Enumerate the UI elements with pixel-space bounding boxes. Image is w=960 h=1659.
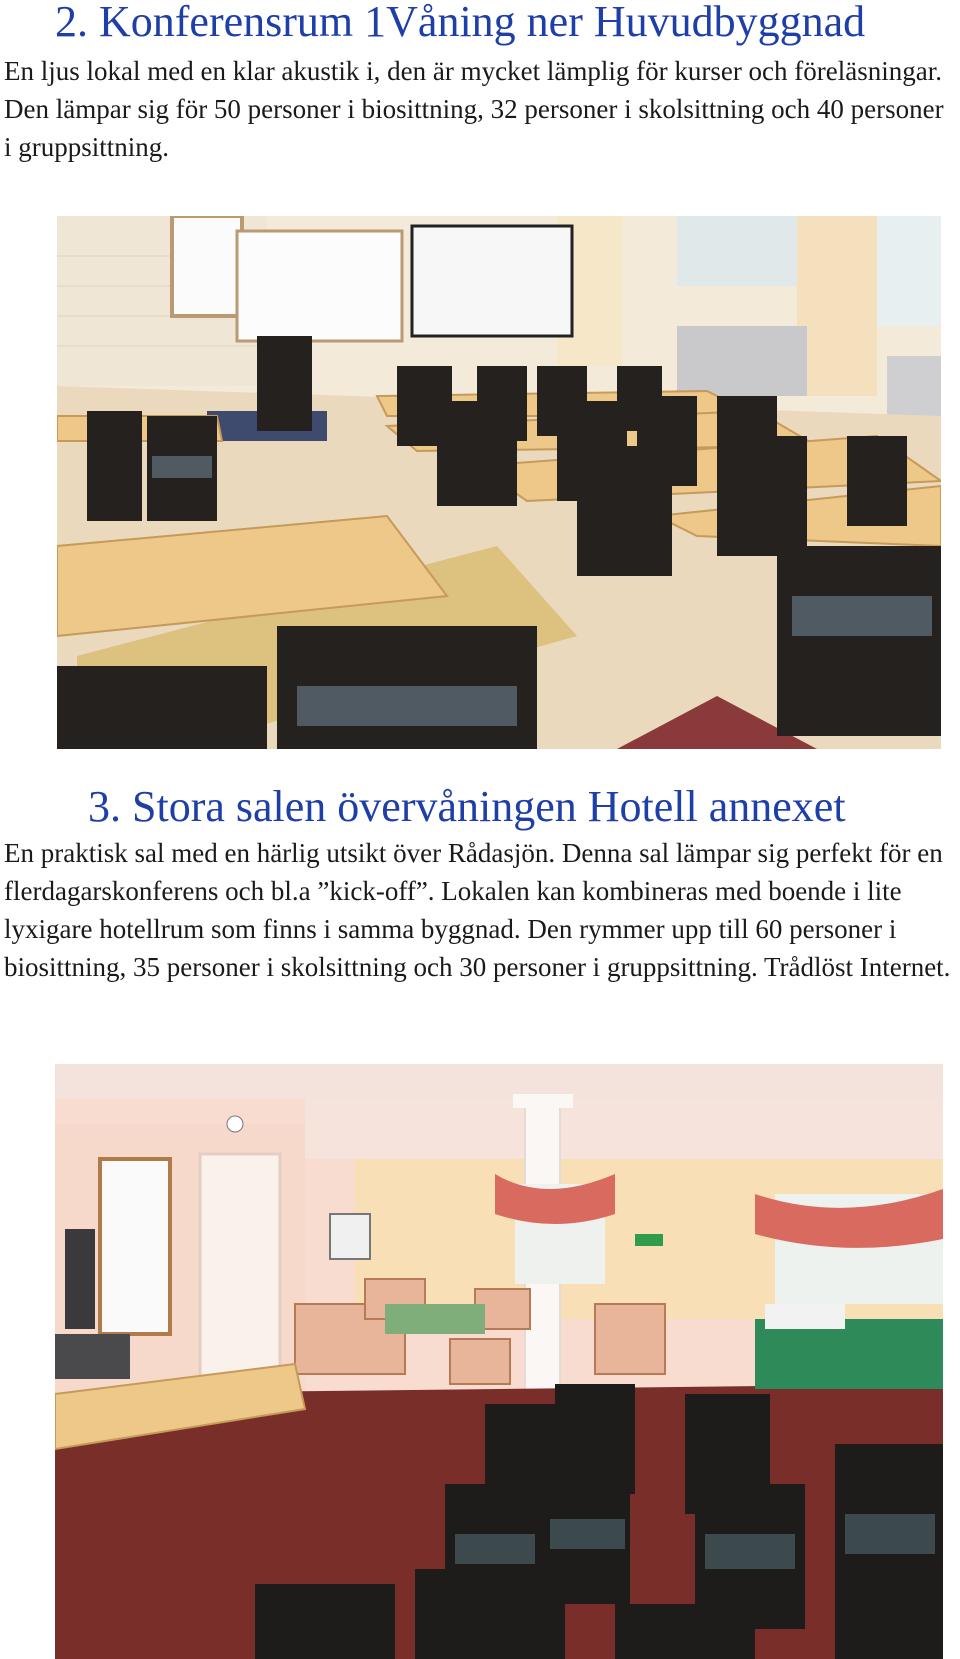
section-2-description: En ljus lokal med en klar akustik i, den är mycket lämplig för kurser och föreläsningar. Den lämpar sig för 50 personer i biosittning, 32 personer i skolsittning och 40 personer i gruppsittning. — [4, 56, 944, 162]
section-3-heading: 3. Stora salen övervåningen Hotell annexet — [88, 782, 846, 831]
conference-room-photo — [57, 216, 941, 749]
section-3-description: En praktisk sal med en härlig utsikt över Rådasjön. Denna sal lämpar sig perfekt för en flerdagarskonferens och bl.a ”kick-off”. Lokalen kan kombineras med boende i lite lyxigare hotellrum som finns i samma byggnad. Den rymmer upp till 60 personer i biosittning, 35 personer i skolsittning och 30 personer i gruppsittning. Trådlöst Internet. — [4, 838, 951, 982]
large-hall-photo — [55, 1064, 943, 1659]
section-2-heading: 2. Konferensrum 1Våning ner Huvudbyggnad — [55, 0, 866, 46]
